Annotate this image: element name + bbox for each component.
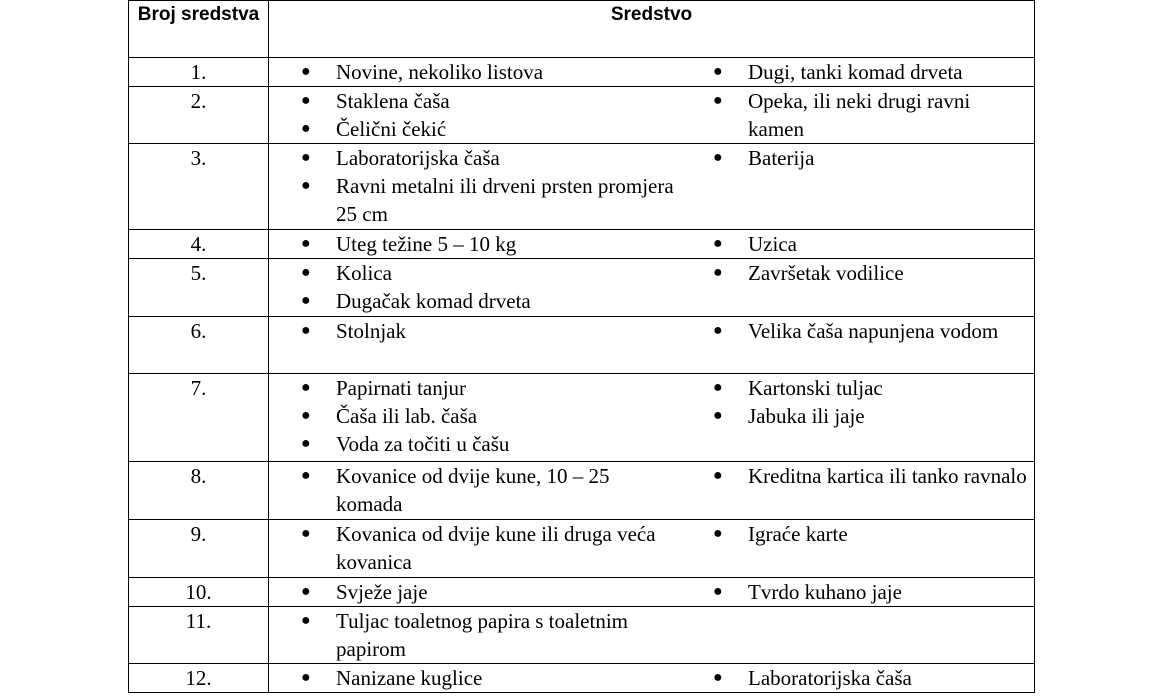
bullet-icon: ● (301, 467, 311, 484)
list-item (713, 58, 1031, 86)
left-items-column (269, 230, 681, 258)
bullet-list (713, 87, 1031, 143)
bullet-list (713, 259, 1031, 287)
item-text: Uteg težine 5 – 10 kg (336, 232, 517, 256)
bullet-list (713, 58, 1031, 86)
right-items-column (681, 374, 1031, 458)
left-items-column (269, 664, 681, 692)
list-item (713, 462, 1031, 490)
table-row (129, 259, 1035, 317)
list-item (301, 607, 681, 663)
item-text: Dugačak komad drveta (336, 289, 531, 313)
bullet-icon: ● (713, 92, 723, 109)
bullet-icon: ● (713, 63, 723, 80)
bullet-icon: ● (301, 177, 311, 194)
row-number: 1. (129, 58, 269, 87)
bullet-icon: ● (713, 264, 723, 281)
item-text: Laboratorijska čaša (336, 146, 500, 170)
bullet-icon: ● (713, 467, 723, 484)
items-cell (269, 317, 1035, 374)
right-items-column (681, 462, 1031, 518)
items-cell (269, 230, 1035, 259)
table-body (129, 58, 1035, 693)
item-text: Kovanice od dvije kune, 10 – 25 komada (336, 464, 610, 516)
items-cell (269, 58, 1035, 87)
right-items-column (681, 58, 1031, 86)
row-number: 9. (129, 520, 269, 578)
items-cell (269, 578, 1035, 607)
bullet-icon: ● (301, 407, 311, 424)
item-text: Laboratorijska čaša (748, 666, 912, 690)
list-item (301, 172, 681, 228)
right-items-column (681, 607, 1031, 663)
bullet-list (301, 374, 681, 458)
table-row (129, 664, 1035, 693)
bullet-icon: ● (301, 583, 311, 600)
bullet-list (713, 230, 1031, 258)
list-item (301, 430, 681, 458)
bullet-list (301, 87, 681, 143)
item-text: Papirnati tanjur (336, 376, 467, 400)
list-item (301, 402, 681, 430)
item-text: Velika čaša napunjena vodom (748, 319, 999, 343)
items-cell (269, 462, 1035, 520)
header-row (129, 1, 1035, 58)
list-item (713, 317, 1031, 345)
list-item (301, 520, 681, 576)
item-text: Tvrdo kuhano jaje (748, 580, 902, 604)
item-text: Voda za točiti u čašu (336, 432, 510, 456)
table-row (129, 374, 1035, 462)
list-item (301, 578, 681, 606)
item-text: Novine, nekoliko listova (336, 60, 544, 84)
list-item (301, 317, 681, 345)
list-item (301, 230, 681, 258)
item-text: Kovanica od dvije kune ili druga veća kovanica (336, 522, 656, 574)
bullet-list (713, 144, 1031, 172)
items-cell (269, 144, 1035, 230)
item-text: Ravni metalni ili drveni prsten promjera 25 cm (336, 174, 674, 226)
left-items-column (269, 607, 681, 663)
bullet-list (713, 578, 1031, 606)
table-row (129, 520, 1035, 578)
list-item (301, 58, 681, 86)
left-items-column (269, 259, 681, 315)
row-number: 4. (129, 230, 269, 259)
row-number: 5. (129, 259, 269, 317)
items-cell (269, 607, 1035, 664)
bullet-icon: ● (713, 407, 723, 424)
bullet-list (713, 520, 1031, 548)
table-row (129, 87, 1035, 144)
bullet-icon: ● (301, 120, 311, 137)
bullet-icon: ● (301, 92, 311, 109)
item-text: Jabuka ili jaje (748, 404, 865, 428)
bullet-icon: ● (301, 669, 311, 686)
equipment-table (128, 0, 1035, 693)
right-items-column (681, 317, 1031, 345)
bullet-icon: ● (301, 63, 311, 80)
left-items-column (269, 144, 681, 228)
row-number: 12. (129, 664, 269, 693)
bullet-list (713, 317, 1031, 345)
items-cell (269, 374, 1035, 462)
item-text: Kartonski tuljac (748, 376, 883, 400)
right-items-column (681, 520, 1031, 576)
list-item (713, 374, 1031, 402)
list-item (301, 462, 681, 518)
list-item (301, 144, 681, 172)
bullet-list (713, 664, 1031, 692)
left-items-column (269, 520, 681, 576)
table-row (129, 462, 1035, 520)
list-item (301, 287, 681, 315)
bullet-icon: ● (301, 149, 311, 166)
item-text: Uzica (748, 232, 797, 256)
bullet-icon: ● (301, 525, 311, 542)
list-item (301, 259, 681, 287)
bullet-list (301, 259, 681, 315)
bullet-list (301, 230, 681, 258)
right-items-column (681, 664, 1031, 692)
left-items-column (269, 317, 681, 345)
header-items: Sredstvo (269, 1, 1035, 58)
bullet-icon: ● (713, 669, 723, 686)
item-text: Tuljac toaletnog papira s toaletnim papirom (336, 609, 629, 661)
left-items-column (269, 578, 681, 606)
row-number: 8. (129, 462, 269, 520)
left-items-column (269, 87, 681, 143)
items-cell (269, 259, 1035, 317)
row-number: 7. (129, 374, 269, 462)
bullet-icon: ● (301, 435, 311, 452)
row-number: 6. (129, 317, 269, 374)
item-text: Kolica (336, 261, 392, 285)
table-row (129, 58, 1035, 87)
left-items-column (269, 374, 681, 458)
item-text: Svježe jaje (336, 580, 428, 604)
left-items-column (269, 462, 681, 518)
list-item (301, 87, 681, 115)
bullet-icon: ● (713, 149, 723, 166)
bullet-icon: ● (713, 583, 723, 600)
bullet-list (713, 462, 1031, 490)
items-cell (269, 664, 1035, 693)
bullet-list (301, 144, 681, 228)
table-row (129, 317, 1035, 374)
right-items-column (681, 144, 1031, 228)
bullet-icon: ● (301, 612, 311, 629)
table-row (129, 230, 1035, 259)
row-number: 10. (129, 578, 269, 607)
item-text: Čaša ili lab. čaša (336, 404, 478, 428)
right-items-column (681, 230, 1031, 258)
bullet-icon: ● (713, 235, 723, 252)
item-text: Baterija (748, 146, 815, 170)
table-row (129, 144, 1035, 230)
table-row (129, 578, 1035, 607)
item-text: Dugi, tanki komad drveta (748, 60, 963, 84)
list-item (713, 578, 1031, 606)
list-item (301, 374, 681, 402)
item-text: Opeka, ili neki drugi ravni kamen (748, 89, 971, 141)
item-text: Staklena čaša (336, 89, 450, 113)
bullet-icon: ● (301, 292, 311, 309)
right-items-column (681, 87, 1031, 143)
bullet-list (301, 462, 681, 518)
bullet-icon: ● (713, 379, 723, 396)
row-number: 11. (129, 607, 269, 664)
left-items-column (269, 58, 681, 86)
list-item (713, 230, 1031, 258)
item-text: Kreditna kartica ili tanko ravnalo (748, 464, 1027, 488)
bullet-icon: ● (301, 379, 311, 396)
bullet-list (713, 374, 1031, 430)
item-text: Stolnjak (336, 319, 407, 343)
table-row (129, 607, 1035, 664)
bullet-icon: ● (713, 322, 723, 339)
row-number: 2. (129, 87, 269, 144)
header-number: Broj sredstva (129, 1, 269, 58)
bullet-list (301, 607, 681, 663)
list-item (713, 259, 1031, 287)
bullet-icon: ● (301, 322, 311, 339)
list-item (713, 87, 1031, 143)
row-number: 3. (129, 144, 269, 230)
item-text: Završetak vodilice (748, 261, 904, 285)
bullet-list (301, 664, 681, 692)
right-items-column (681, 259, 1031, 315)
right-items-column (681, 578, 1031, 606)
bullet-icon: ● (301, 235, 311, 252)
list-item (301, 115, 681, 143)
bullet-list (301, 578, 681, 606)
item-text: Čelični čekić (336, 117, 447, 141)
item-text: Igraće karte (748, 522, 848, 546)
items-cell (269, 520, 1035, 578)
bullet-list (301, 317, 681, 345)
list-item (301, 664, 681, 692)
list-item (713, 664, 1031, 692)
list-item (713, 144, 1031, 172)
item-text: Nanizane kuglice (336, 666, 483, 690)
bullet-list (301, 520, 681, 576)
list-item (713, 520, 1031, 548)
items-cell (269, 87, 1035, 144)
bullet-icon: ● (301, 264, 311, 281)
list-item (713, 402, 1031, 430)
bullet-icon: ● (713, 525, 723, 542)
bullet-list (301, 58, 681, 86)
